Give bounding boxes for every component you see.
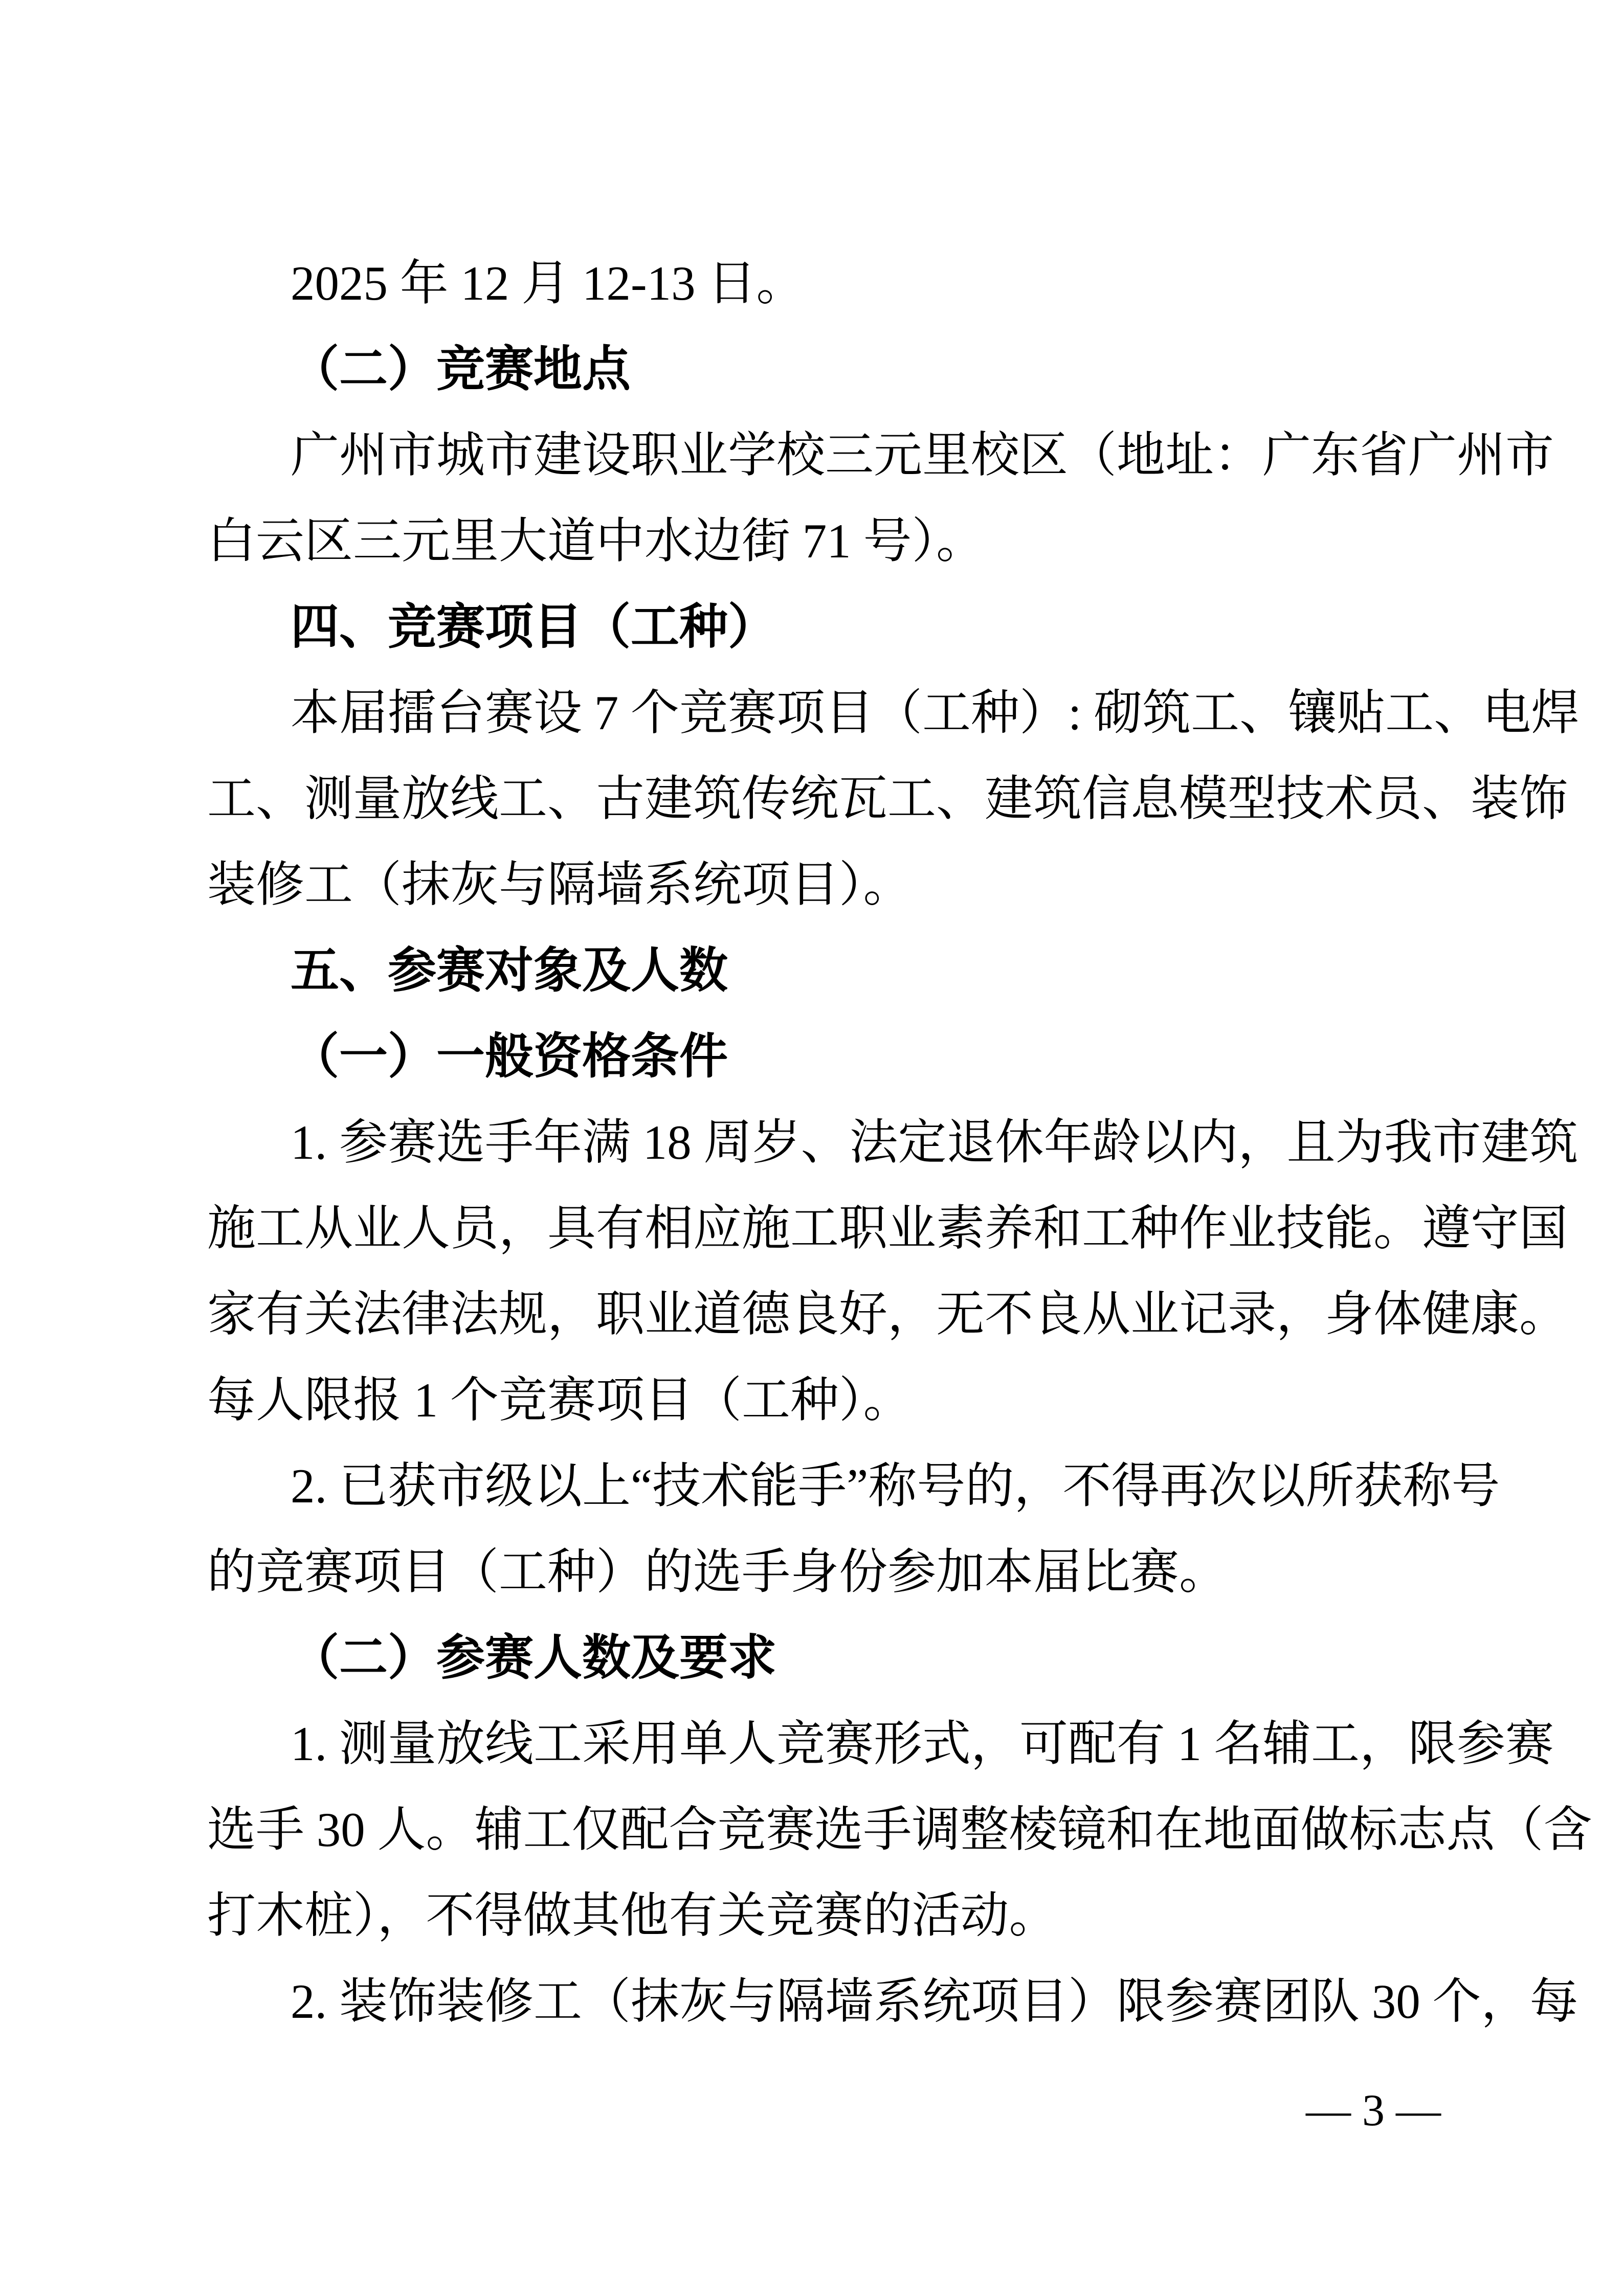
heading-competition-projects: 四、竞赛项目（工种） bbox=[291, 600, 777, 654]
count-item1-line-1: 1. 测量放线工采用单人竞赛形式，可配有 1 名辅工，限参赛 bbox=[291, 1717, 1554, 1771]
general-item1-line-1: 1. 参赛选手年满 18 周岁、法定退休年龄以内，且为我市建筑 bbox=[291, 1115, 1578, 1169]
projects-paragraph-line-1: 本届擂台赛设 7 个竞赛项目（工种）: 砌筑工、镶贴工、电焊 bbox=[291, 686, 1580, 740]
heading-competition-location: （二）竞赛地点 bbox=[291, 342, 631, 396]
date-line: 2025 年 12 月 12-13 日。 bbox=[291, 256, 805, 310]
document-body bbox=[207, 240, 1592, 2044]
heading-count-requirements: （二）参赛人数及要求 bbox=[291, 1631, 777, 1685]
general-item2-line-1: 2. 已获市级以上“技术能手”称号的，不得再次以所获称号 bbox=[291, 1459, 1500, 1513]
location-paragraph-line-1: 广州市城市建设职业学校三元里校区（地址：广东省广州市 bbox=[291, 428, 1554, 482]
projects-paragraph-line-3: 装修工（抹灰与隔墙系统项目）。 bbox=[207, 858, 912, 912]
page-number: — 3 — bbox=[1306, 2086, 1441, 2135]
count-item1-line-2: 选手 30 人。辅工仅配合竞赛选手调整棱镜和在地面做标志点（含 bbox=[207, 1803, 1592, 1857]
heading-general-conditions: （一）一般资格条件 bbox=[291, 1029, 728, 1084]
count-item2-line-1: 2. 装饰装修工（抹灰与隔墙系统项目）限参赛团队 30 个，每 bbox=[291, 1974, 1578, 2029]
location-paragraph-line-2: 白云区三元里大道中水边街 71 号）。 bbox=[207, 514, 985, 568]
general-item2-line-2: 的竞赛项目（工种）的选手身份参加本届比赛。 bbox=[207, 1545, 1228, 1599]
general-item1-line-2: 施工从业人员，具有相应施工职业素养和工种作业技能。遵守国 bbox=[207, 1201, 1568, 1255]
projects-paragraph-line-2: 工、测量放线工、古建筑传统瓦工、建筑信息模型技术员、装饰 bbox=[207, 772, 1568, 826]
count-item1-line-3: 打木桩），不得做其他有关竞赛的活动。 bbox=[207, 1888, 1058, 1943]
general-item1-line-3: 家有关法律法规，职业道德良好，无不良从业记录，身体健康。 bbox=[207, 1287, 1568, 1341]
general-item1-line-4: 每人限报 1 个竞赛项目（工种）。 bbox=[207, 1373, 912, 1427]
heading-participants: 五、参赛对象及人数 bbox=[291, 943, 728, 998]
